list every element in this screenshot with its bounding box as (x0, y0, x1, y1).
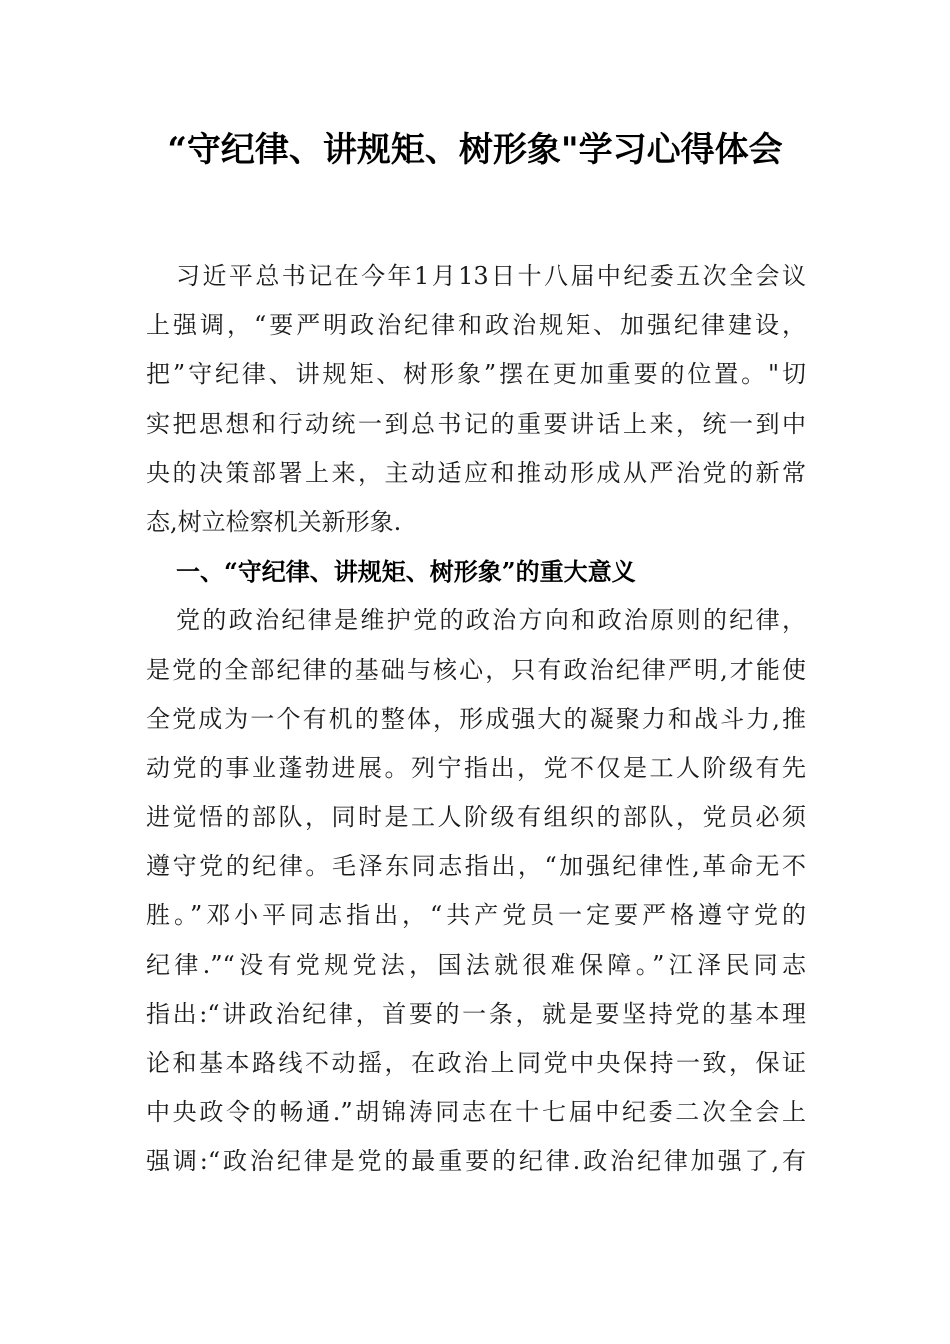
text-line: 指出:“讲政治纪律，首要的一条，就是要坚持党的基本理 (146, 999, 806, 1028)
text-line: 态,树立检察机关新形象. (146, 507, 402, 536)
section-heading: 一、“守纪律、讲规矩、树形象”的重大意义 (176, 557, 636, 587)
text-line: 习近平总书记在今年1月13日十八届中纪委五次全会议 (176, 262, 806, 290)
text-line: 强调:“政治纪律是党的最重要的纪律.政治纪律加强了,有 (146, 1147, 806, 1176)
text-line: 全党成为一个有机的整体，形成强大的凝聚力和战斗力,推 (146, 704, 806, 733)
text-line: 论和基本路线不动摇，在政治上同党中央保持一致，保证 (146, 1049, 806, 1077)
document-body (146, 252, 806, 1187)
paragraph-intro (146, 252, 806, 547)
text-line: 动党的事业蓬勃进展。列宁指出，党不仅是工人阶级有先 (146, 753, 806, 782)
text-line: 遵守党的纪律。毛泽东同志指出，“加强纪律性,革命无不 (146, 852, 806, 881)
text-line: 党的政治纪律是维护党的政治方向和政治原则的纪律， (176, 606, 806, 635)
text-line: 进觉悟的部队，同时是工人阶级有组织的部队，党员必须 (146, 803, 806, 832)
text-line: 是党的全部纪律的基础与核心，只有政治纪律严明,才能使 (146, 655, 806, 684)
text-line: 央的决策部署上来，主动适应和推动形成从严治党的新常 (146, 458, 806, 487)
paragraph-significance (146, 596, 806, 1186)
text-line: 把”守纪律、讲规矩、树形象”摆在更加重要的位置。"切 (146, 360, 806, 389)
text-line: 纪律.”“没有党规党法，国法就很难保障。”江泽民同志 (146, 950, 806, 979)
text-line: 中央政令的畅通.”胡锦涛同志在十七届中纪委二次全会上 (146, 1098, 806, 1127)
text-line: 上强调，“要严明政治纪律和政治规矩、加强纪律建设， (146, 311, 806, 340)
text-line: 实把思想和行动统一到总书记的重要讲话上来，统一到中 (146, 409, 806, 438)
document-title: “守纪律、讲规矩、树形象"学习心得体会 (167, 130, 783, 170)
text-line: 胜。”邓小平同志指出，“共产党员一定要严格遵守党的 (146, 901, 806, 930)
